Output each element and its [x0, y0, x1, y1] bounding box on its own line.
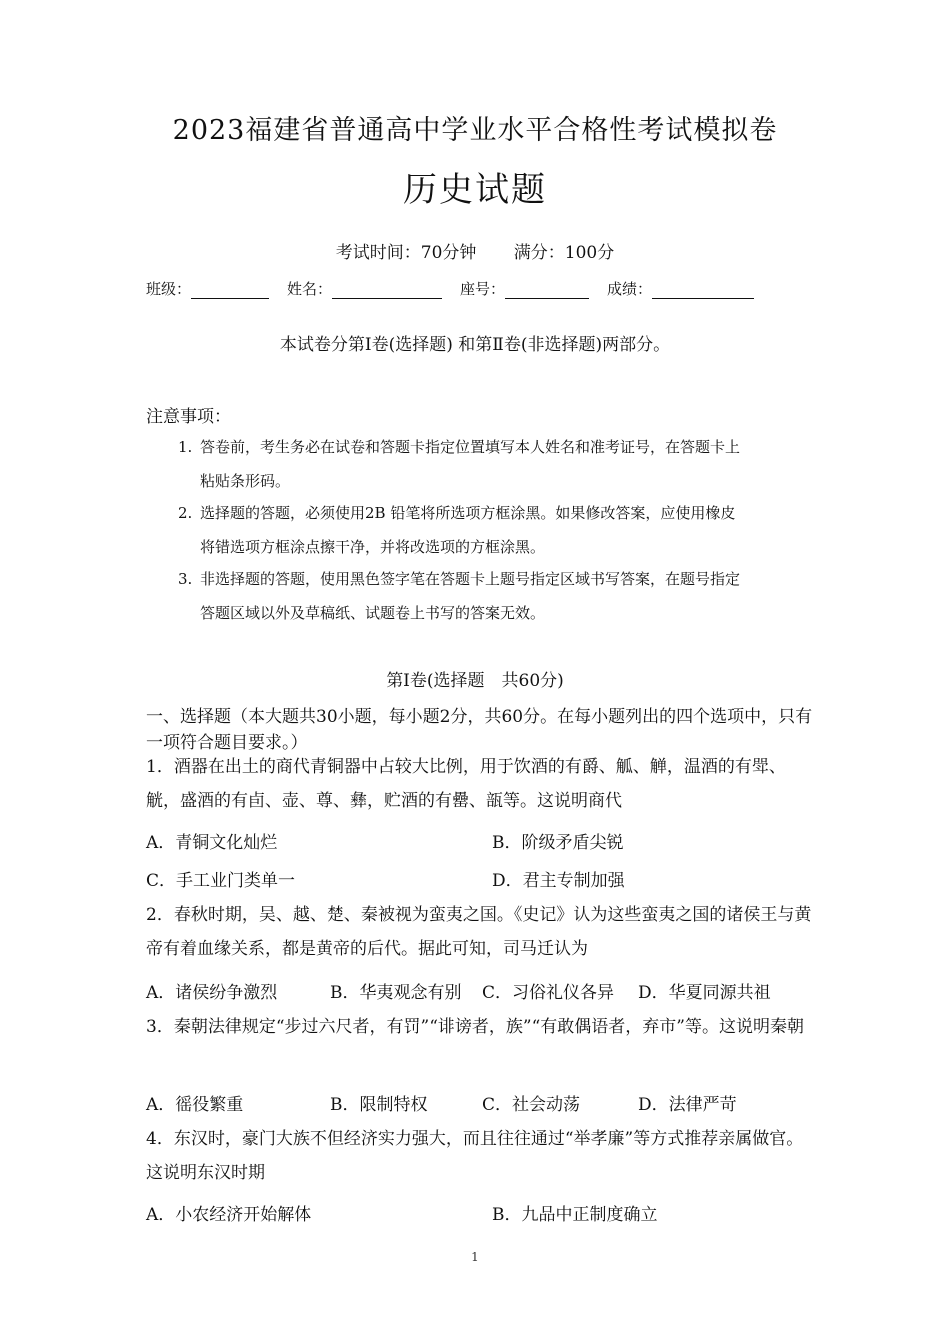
question-option[interactable]: B．九品中正制度确立 — [492, 1205, 658, 1225]
question-option[interactable]: A．诸侯纷争激烈 — [146, 983, 278, 1003]
exam-time: 考试时间：70分钟 — [335, 243, 477, 263]
note-item: 3. 非选择题的答题，使用黑色签字笔在答题卡上题号指定区域书写答案，在题号指定 答题区域以外及草稿纸、试题卷上书写的答案无效。 — [178, 570, 741, 622]
paper-intro: 本试卷分第Ⅰ卷(选择题) 和第Ⅱ卷(非选择题)两部分。 — [279, 335, 671, 355]
question-option[interactable]: D．法律严苛 — [638, 1095, 737, 1115]
question-option[interactable]: D．君主专制加强 — [492, 871, 625, 891]
section-description: 一、选择题（本大题共30小题，每小题2分，共60分。在每小题列出的四个选项中，只有一项符合题目要求。） — [146, 707, 813, 753]
notes-heading: 注意事项： — [146, 407, 231, 427]
name-label: 姓名： — [287, 280, 333, 298]
question-stem: 3．秦朝法律规定“步过六尺者，有罚”“诽谤者，族”“有敢偶语者，弃市”等。这说明秦朝 — [146, 1017, 804, 1037]
exam-info — [0, 238, 950, 263]
grade-field[interactable] — [652, 284, 754, 299]
name-field[interactable] — [332, 284, 442, 299]
question-option[interactable]: A．小农经济开始解体 — [146, 1205, 312, 1225]
exam-title: 2023福建省普通高中学业水平合格性考试模拟卷 — [172, 115, 778, 146]
question-option[interactable]: D．华夏同源共祖 — [638, 983, 771, 1003]
question-stem: 2．春秋时期，吴、越、楚、秦被视为蛮夷之国。《史记》认为这些蛮夷之国的诸侯王与黄帝有着血缘关系，都是黄帝的后代。据此可知，司马迁认为 — [146, 905, 812, 959]
question-option[interactable]: B．限制特权 — [330, 1095, 428, 1115]
exam-full-score: 满分：100分 — [513, 243, 615, 263]
question-option[interactable]: C．习俗礼仪各异 — [482, 983, 615, 1003]
section-title: 第Ⅰ卷(选择题 共60分) — [386, 671, 564, 691]
question-stem: 4．东汉时，豪门大族不但经济实力强大，而且往往通过“举孝廉”等方式推荐亲属做官。这说明东汉时期 — [146, 1129, 804, 1183]
note-item: 2. 选择题的答题，必须使用2B 铅笔将所选项方框涂黑。如果修改答案，应使用橡皮 将错选项方框涂点擦干净，并将改选项的方框涂黑。 — [178, 504, 736, 556]
seat-field[interactable] — [505, 284, 589, 299]
note-item: 1. 答卷前，考生务必在试卷和答题卡指定位置填写本人姓名和准考证号，在答题卡上 粘贴条形码。 — [178, 438, 741, 490]
question-option[interactable]: A．徭役繁重 — [146, 1095, 244, 1115]
question-option[interactable]: C．手工业门类单一 — [146, 871, 296, 891]
grade-label: 成绩： — [607, 280, 653, 298]
question-option[interactable]: C．社会动荡 — [482, 1095, 581, 1115]
seat-label: 座号： — [460, 280, 506, 298]
question-option[interactable]: B．华夷观念有别 — [330, 983, 462, 1003]
question-option[interactable]: B．阶级矛盾尖锐 — [492, 833, 624, 853]
question-option[interactable]: A．青铜文化灿烂 — [146, 833, 278, 853]
exam-subject: 历史试题 — [403, 170, 547, 210]
student-info-row — [146, 278, 772, 299]
question-stem: 1．酒器在出土的商代青铜器中占较大比例，用于饮酒的有爵、觚、觯，温酒的有斝、觥，盛酒的有卣、壶、尊、彝，贮酒的有罍、瓿等。这说明商代 — [146, 757, 786, 811]
class-label: 班级： — [146, 280, 192, 298]
class-field[interactable] — [191, 284, 269, 299]
page-number: 1 — [471, 1250, 479, 1264]
